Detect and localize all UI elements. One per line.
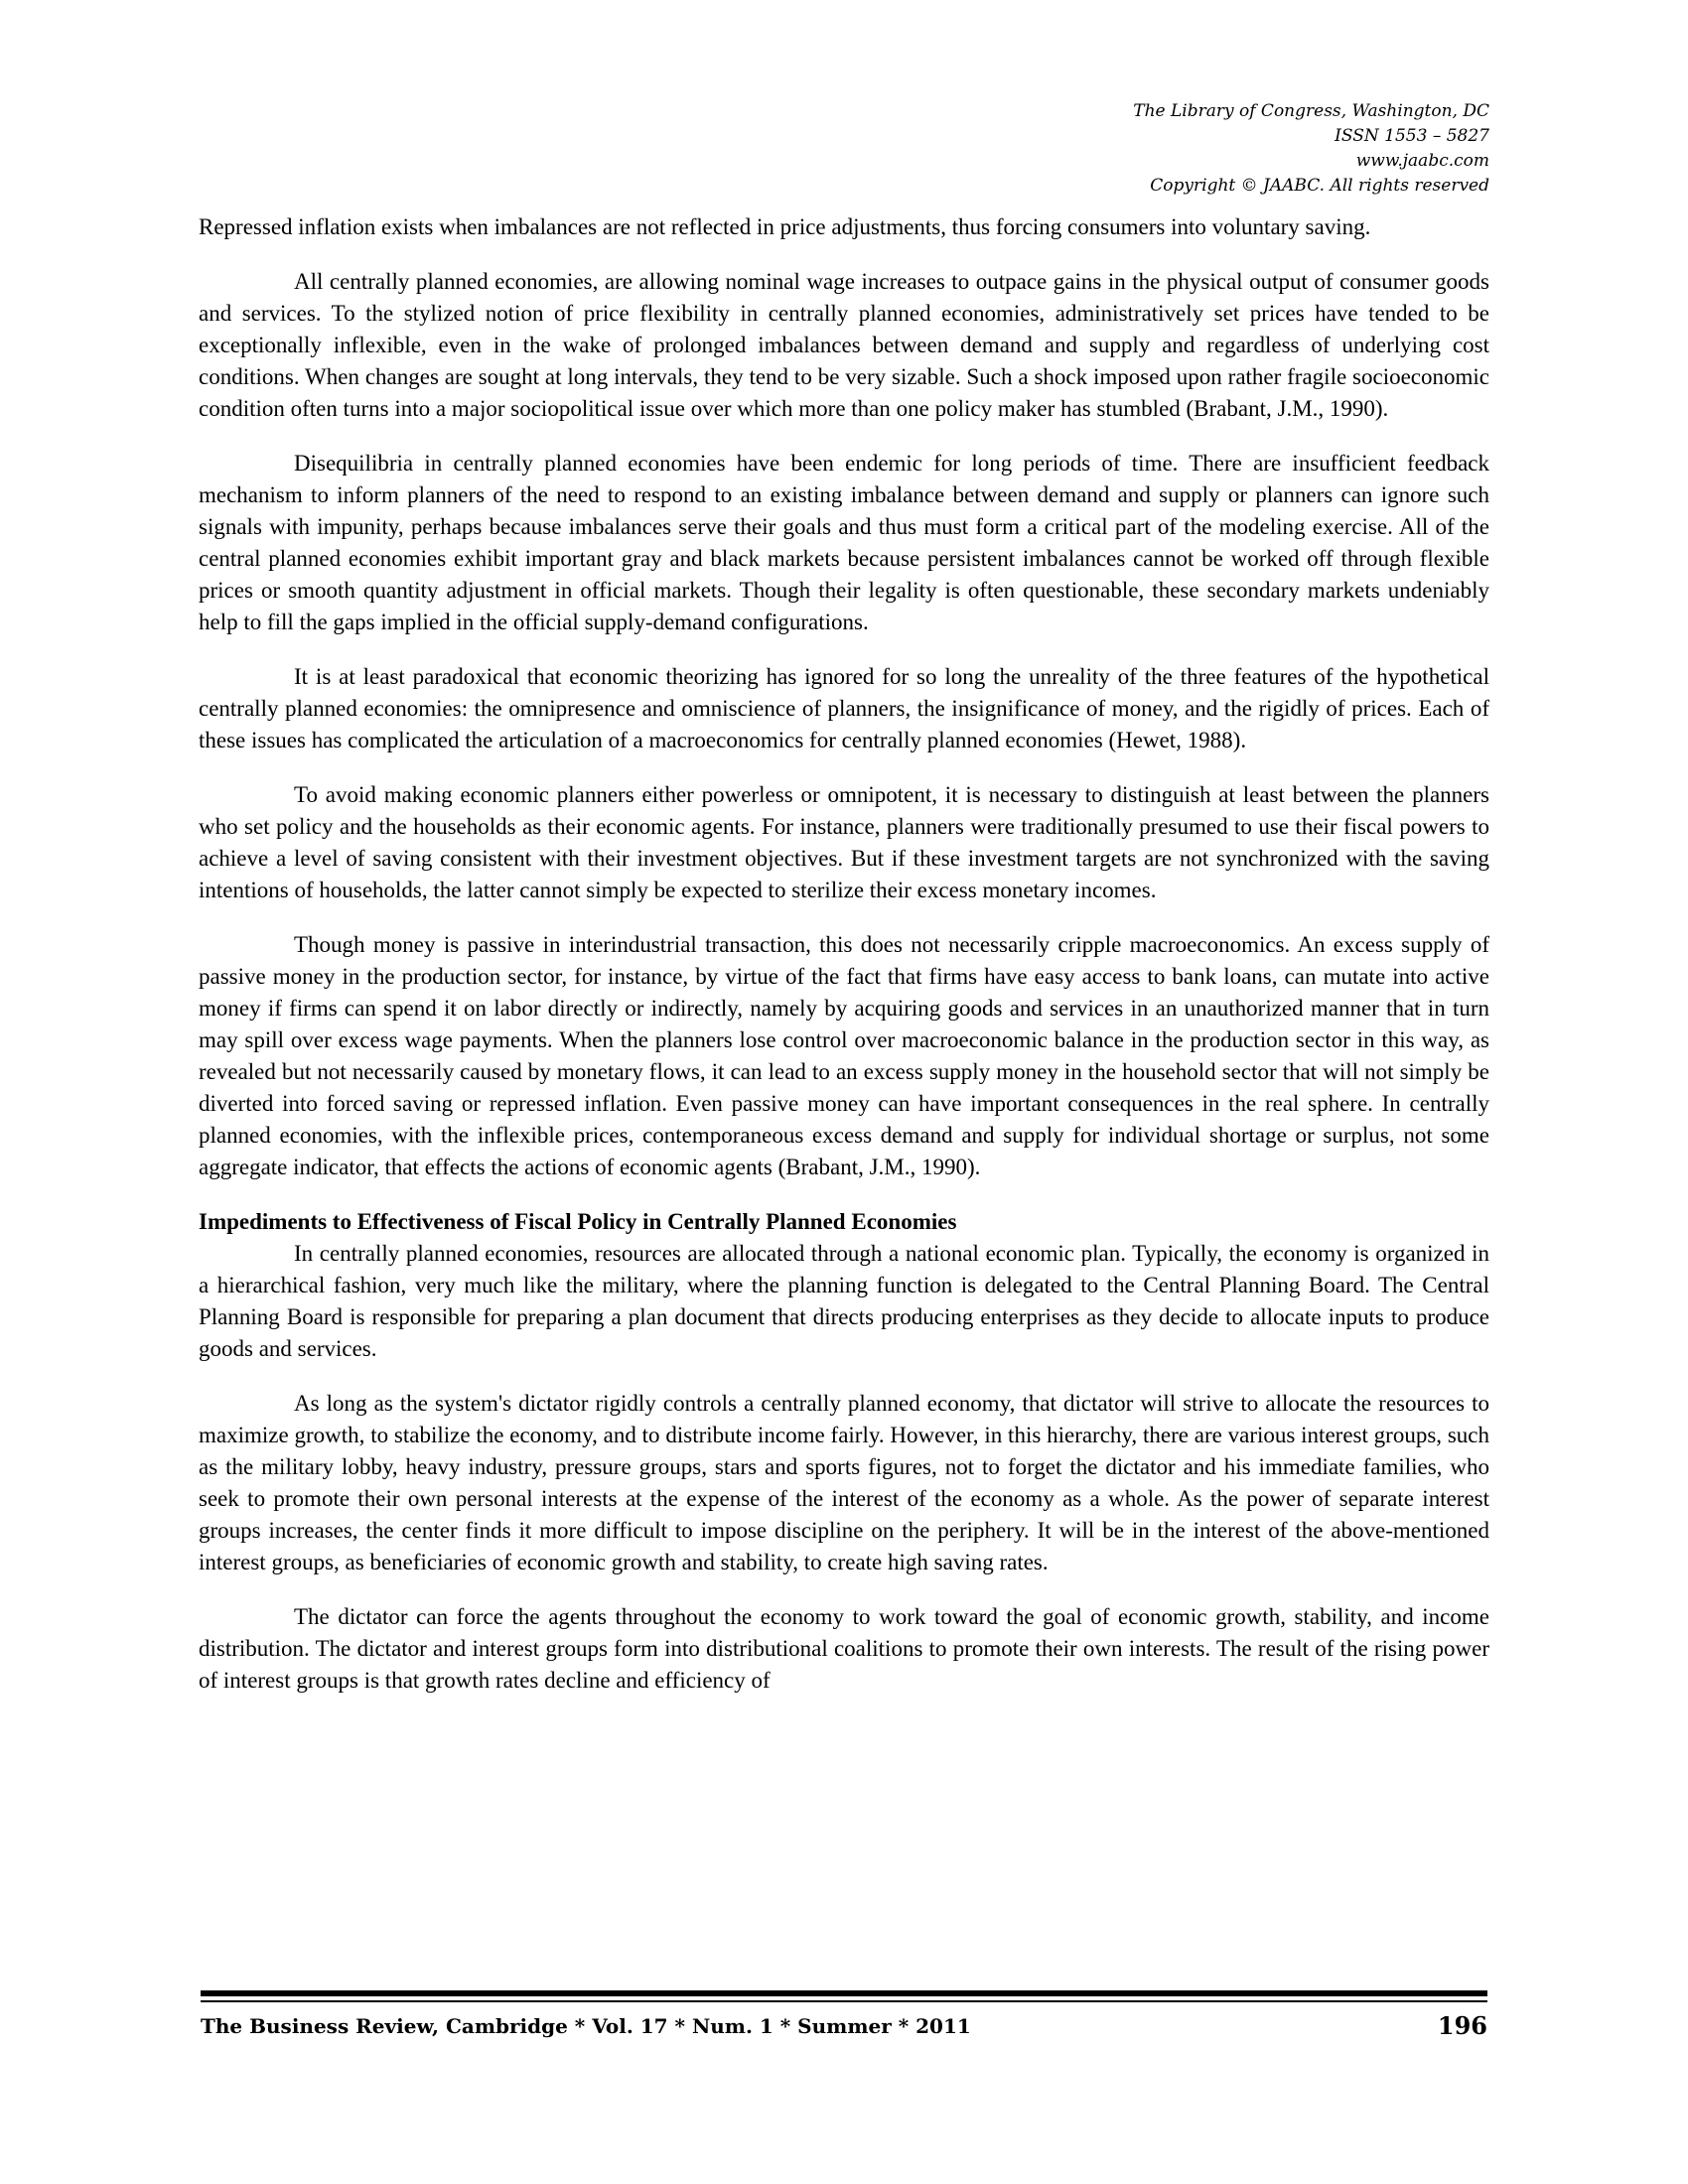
footer-rule-thick	[201, 1990, 1487, 1996]
paragraph-wage-increases: All centrally planned economies, are allowing nominal wage increases to outpace gains in the physical output of consumer goods and services. To the stylized notion of price flexibility in centrally planned economies, administratively set prices have tended to be exceptionally inflexible, even in the wake of prolonged imbalances between demand and supply and regardless of underlying cost conditions. When changes are sought at long intervals, they tend to be very sizable. Such a shock imposed upon rather fragile socioeconomic condition often turns into a major sociopolitical issue over which more than one policy maker has stumbled (Brabant, J.M., 1990).	[199, 269, 1489, 421]
paragraph-repressed-inflation: Repressed inflation exists when imbalances are not reflected in price adjustments, thus forcing consumers into voluntary saving.	[199, 214, 1371, 239]
paragraph-dictator-interest-groups: As long as the system's dictator rigidly controls a centrally planned economy, that dictator will strive to allocate the resources to maximize growth, to stabilize the economy, and to distribute income fairly. However, in this hierarchy, there are various interest groups, such as the military lobby, heavy industry, pressure groups, stars and sports figures, not to forget the dictator and his immediate families, who seek to promote their own personal interests at the expense of the interest of the economy as a whole. As the power of separate interest groups increases, the center finds it more difficult to impose discipline on the periphery. It will be in the interest of the above-mentioned interest groups, as beneficiaries of economic growth and stability, to create high saving rates.	[199, 1391, 1489, 1574]
paragraph-national-plan: In centrally planned economies, resources are allocated through a national economic plan. Typically, the economy is organized in a hierarchical fashion, very much like the military, where the planning function is delegated to the Central Planning Board. The Central Planning Board is responsible for preparing a plan document that directs producing enterprises as they decide to allocate inputs to produce goods and services.	[199, 1241, 1489, 1361]
footer-journal-citation: The Business Review, Cambridge * Vol. 17 * Num. 1 * Summer * 2011	[201, 2014, 971, 2038]
header-library-line: The Library of Congress, Washington, DC	[1133, 101, 1489, 121]
header-copyright-line: Copyright © JAABC. All rights reserved	[1150, 176, 1489, 196]
header-website-line: www.jaabc.com	[1355, 151, 1489, 171]
paragraph-paradoxical-theorizing: It is at least paradoxical that economic theorizing has ignored for so long the unreality of the three features of the hypothetical centrally planned economies: the omnipresence and omniscience of planners, the insignificance of money, and the rigidly of prices. Each of these issues has complicated the articulation of a macroeconomics for centrally planned economies (Hewet, 1988).	[199, 664, 1489, 752]
publication-header	[794, 99, 1489, 199]
header-issn-line: ISSN 1553 – 5827	[1335, 126, 1489, 146]
paragraph-passive-money: Though money is passive in interindustrial transaction, this does not necessarily cripple macroeconomics. An excess supply of passive money in the production sector, for instance, by virtue of the fact that firms have easy access to bank loans, can mutate into active money if firms can spend it on labor directly or indirectly, namely by acquiring goods and services in an unauthorized manner that in turn may spill over excess wage payments. When the planners lose control over macroeconomic balance in the production sector in this way, as revealed but not necessarily caused by monetary flows, it can lead to an excess supply money in the household sector that will not simply be diverted into forced saving or repressed inflation. Even passive money can have important consequences in the real sphere. In centrally planned economies, with the inflexible prices, contemporaneous excess demand and supply for individual shortage or surplus, not some aggregate indicator, that effects the actions of economic agents (Brabant, J.M., 1990).	[199, 932, 1489, 1179]
paragraph-disequilibria: Disequilibria in centrally planned economies have been endemic for long periods of time. There are insufficient feedback mechanism to inform planners of the need to respond to an existing imbalance between demand and supply or planners can ignore such signals with impunity, perhaps because imbalances serve their goals and thus must form a critical part of the modeling exercise. All of the central planned economies exhibit important gray and black markets because persistent imbalances cannot be worked off through flexible prices or smooth quantity adjustment in official markets. Though their legality is often questionable, these secondary markets undeniably help to fill the gaps implied in the official supply-demand configurations.	[199, 451, 1489, 634]
page-number: 196	[1437, 2011, 1487, 2040]
article-body	[199, 211, 1489, 1697]
paragraph-distributional-coalitions: The dictator can force the agents throughout the economy to work toward the goal of economic growth, stability, and income distribution. The dictator and interest groups form into distributional coalitions to promote their own interests. The result of the rising power of interest groups is that growth rates decline and efficiency of	[199, 1604, 1489, 1693]
section-heading: Impediments to Effectiveness of Fiscal Policy in Centrally Planned Economies	[199, 1209, 957, 1234]
footer-rule-thin	[201, 2000, 1487, 2002]
paragraph-planners-and-households: To avoid making economic planners either powerless or omnipotent, it is necessary to distinguish at least between the planners who set policy and the households as their economic agents. For instance, planners were traditionally presumed to use their fiscal powers to achieve a level of saving consistent with their investment objectives. But if these investment targets are not synchronized with the saving intentions of households, the latter cannot simply be expected to sterilize their excess monetary incomes.	[199, 782, 1489, 902]
